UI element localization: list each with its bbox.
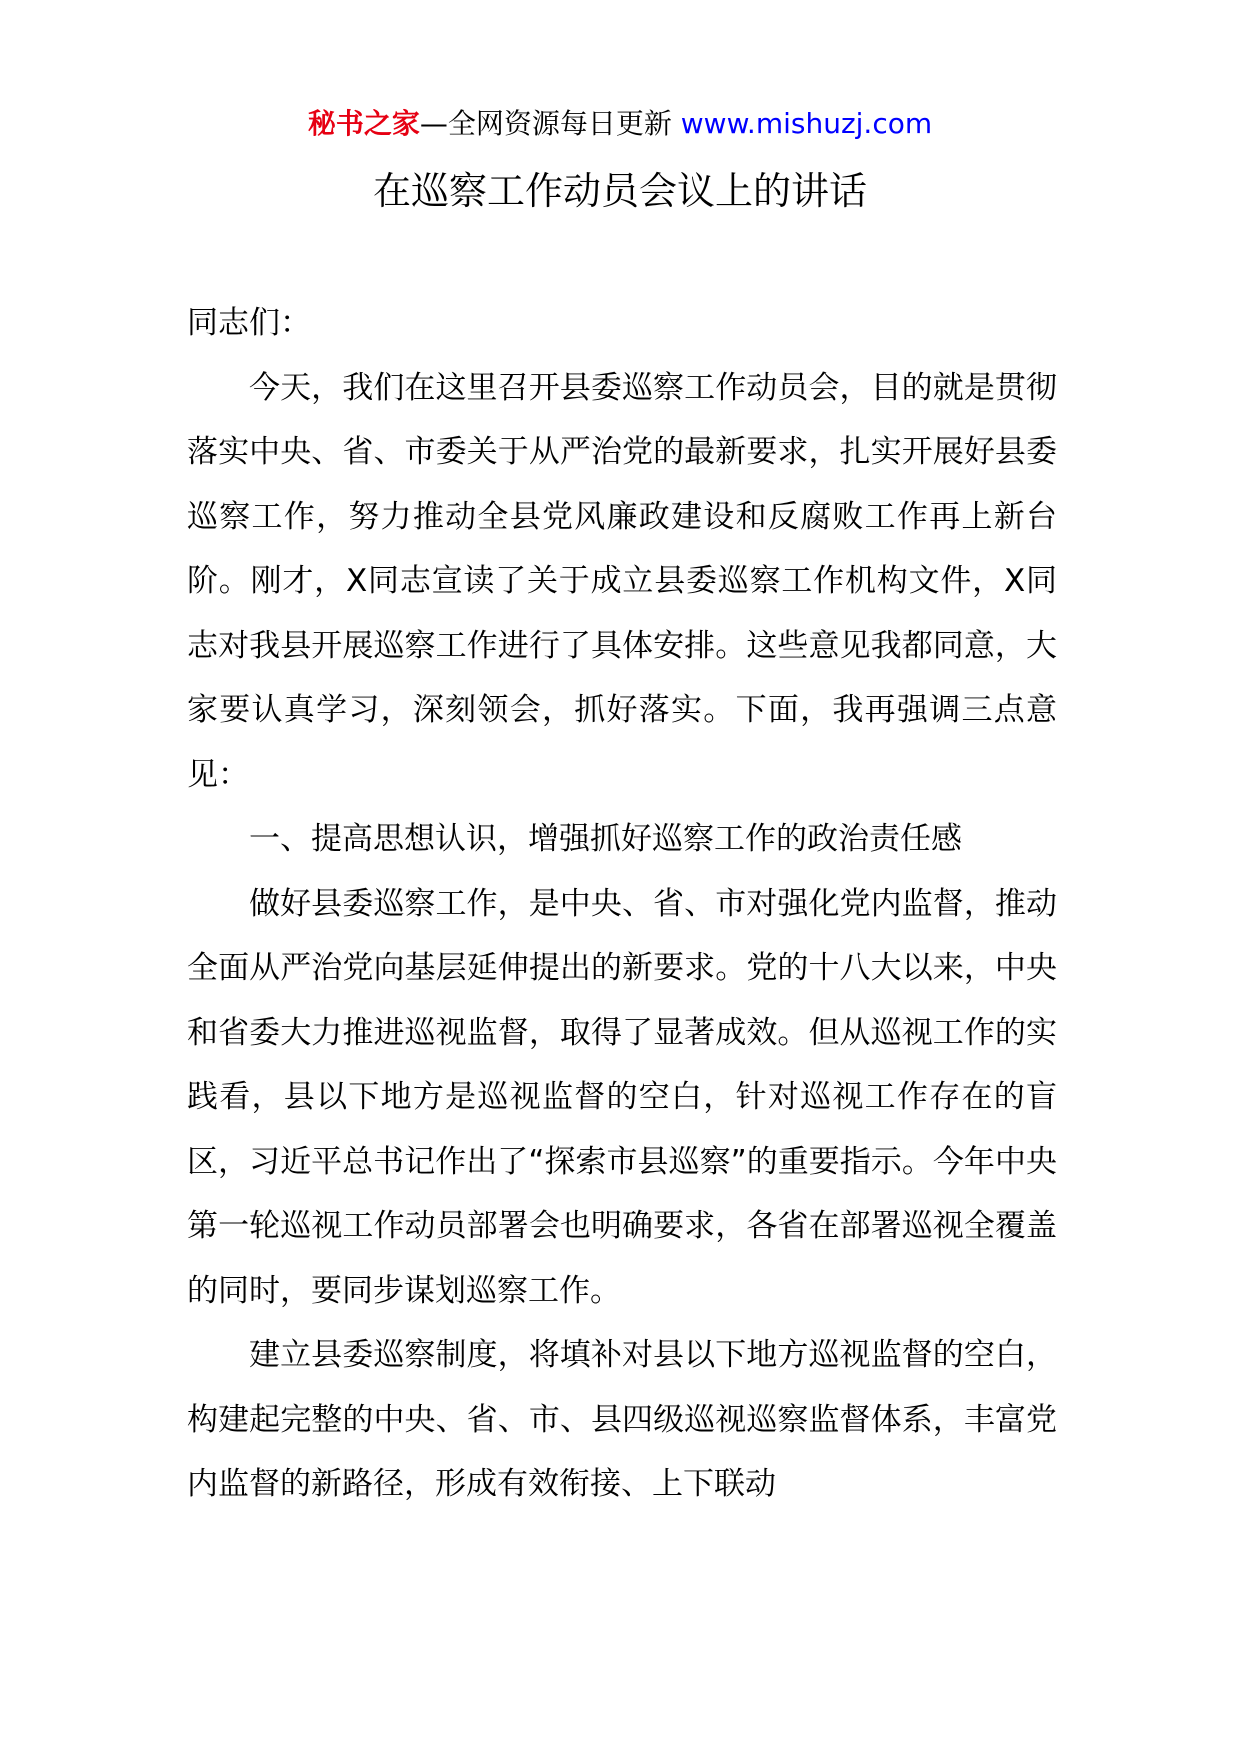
banner-tagline: —全网资源每日更新 xyxy=(419,107,681,140)
paragraph-intro: 今天，我们在这里召开县委巡察工作动员会，目的就是贯彻落实中央、省、市委关于从严治党的最新要求，扎实开展好县委巡察工作，努力推动全县党风廉政建设和反腐败工作再上新台阶。刚才，X同志宣读了关于成立县委巡察工作机构文件，X同志对我县开展巡察工作进行了具体安排。这些意见我都同意，大家要认真学习，深刻领会，抓好落实。下面，我再强调三点意见： xyxy=(187,369,1057,793)
paragraph-section1-b: 建立县委巡察制度，将填补对县以下地方巡视监督的空白，构建起完整的中央、省、市、县四级巡视巡察监督体系，丰富党内监督的新路径，形成有效衔接、上下联动 xyxy=(187,1337,1057,1502)
section-heading-1: 一、提高思想认识，增强抓好巡察工作的政治责任感 xyxy=(249,821,962,857)
paragraph-section1-a: 做好县委巡察工作，是中央、省、市对强化党内监督，推动全面从严治党向基层延伸提出的新要求。党的十八大以来，中央和省委大力推进巡视监督，取得了显著成效。但从巡视工作的实践看，县以下地方是巡视监督的空白，针对巡视工作存在的盲区，习近平总书记作出了“探索市县巡察”的重要指示。今年中央第一轮巡视工作动员部署会也明确要求，各省在部署巡视全覆盖的同时，要同步谋划巡察工作。 xyxy=(187,885,1057,1309)
brand-name: 秘书之家 xyxy=(307,107,420,140)
site-url-link[interactable]: www.mishuzj.com xyxy=(680,107,933,140)
document-body xyxy=(187,291,1057,1517)
document-title: 在巡察工作动员会议上的讲话 xyxy=(372,169,867,213)
salutation: 同志们： xyxy=(187,305,311,341)
site-banner xyxy=(0,104,1240,144)
